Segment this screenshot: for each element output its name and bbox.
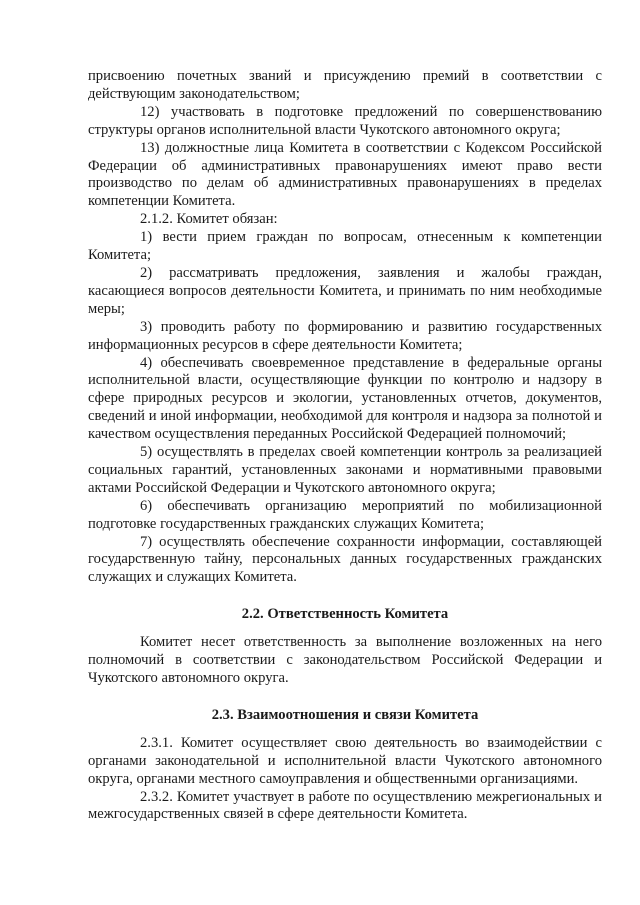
section-2-3-1-text: 2.3.1. Комитет осуществляет свою деятельность во взаимодействии с органами законодательной и исполнительной власти Чукотского автономного округа, органами местного самоуправления и общественными организациями. xyxy=(88,734,602,787)
spacer xyxy=(88,587,602,606)
duty-item-1: 1) вести прием граждан по вопросам, отнесенным к компетенции Комитета; xyxy=(88,229,602,264)
section-2-3-2-text: 2.3.2. Комитет участвует в работе по осуществлению межрегиональных и межгосударственных связей в сфере деятельности Комитета. xyxy=(88,788,602,823)
duty-item-6: 6) обеспечивать организацию мероприятий по мобилизационной подготовке государственных гражданских служащих Комитета; xyxy=(88,497,602,532)
right-item-12: 12) участвовать в подготовке предложений по совершенствованию структуры органов исполнительной власти Чукотского автономного округа; xyxy=(88,103,602,138)
subsection-2-1-2-title: 2.1.2. Комитет обязан: xyxy=(140,211,278,228)
spacer xyxy=(88,624,602,634)
section-2-2-text: Комитет несет ответственность за выполнение возложенных на него полномочий в соответствии с законодательством Российской Федерации и Чукотского автономного округа. xyxy=(88,634,602,686)
duty-item-2: 2) рассматривать предложения, заявления и жалобы граждан, касающиеся вопросов деятельности Комитета, и принимать по ним необходимые меры; xyxy=(88,264,602,317)
duty-item-5: 5) осуществлять в пределах своей компетенции контроль за реализацией социальных гарантий, установленных законами и нормативными правовыми актами Российской Федерации и Чукотского автономного округа; xyxy=(88,444,602,496)
section-2-2-heading: 2.2. Ответственность Комитета xyxy=(241,606,449,623)
paragraph-continuation: присвоению почетных званий и присуждению премий в соответствии с действующим законодательством; xyxy=(88,68,602,102)
duty-item-4: 4) обеспечивать своевременное представление в федеральные органы исполнительной власти, осуществляющие функции по контролю и надзору в сфере природных ресурсов и экологии, установленных отчетов, документов, сведений и иной информации, необходимой для контроля и надзора за полнотой и качеством осуществления переданных Российской Федерацией полномочий; xyxy=(88,354,602,443)
spacer xyxy=(88,725,602,735)
duty-item-7: 7) осуществлять обеспечение сохранности информации, составляющей государственную тайну, персональных данных государственных гражданских служащих и служащих Комитета. xyxy=(88,533,602,586)
spacer xyxy=(88,688,602,707)
right-item-13: 13) должностные лица Комитета в соответствии с Кодексом Российской Федерации об административных правонарушениях имеют право вести производство по делам об административных правонарушениях в пределах компетенции Комитета. xyxy=(88,139,602,210)
duty-item-3: 3) проводить работу по формированию и развитию государственных информационных ресурсов в сфере деятельности Комитета; xyxy=(88,318,602,353)
section-2-3-heading: 2.3. Взаимоотношения и связи Комитета xyxy=(211,706,479,723)
